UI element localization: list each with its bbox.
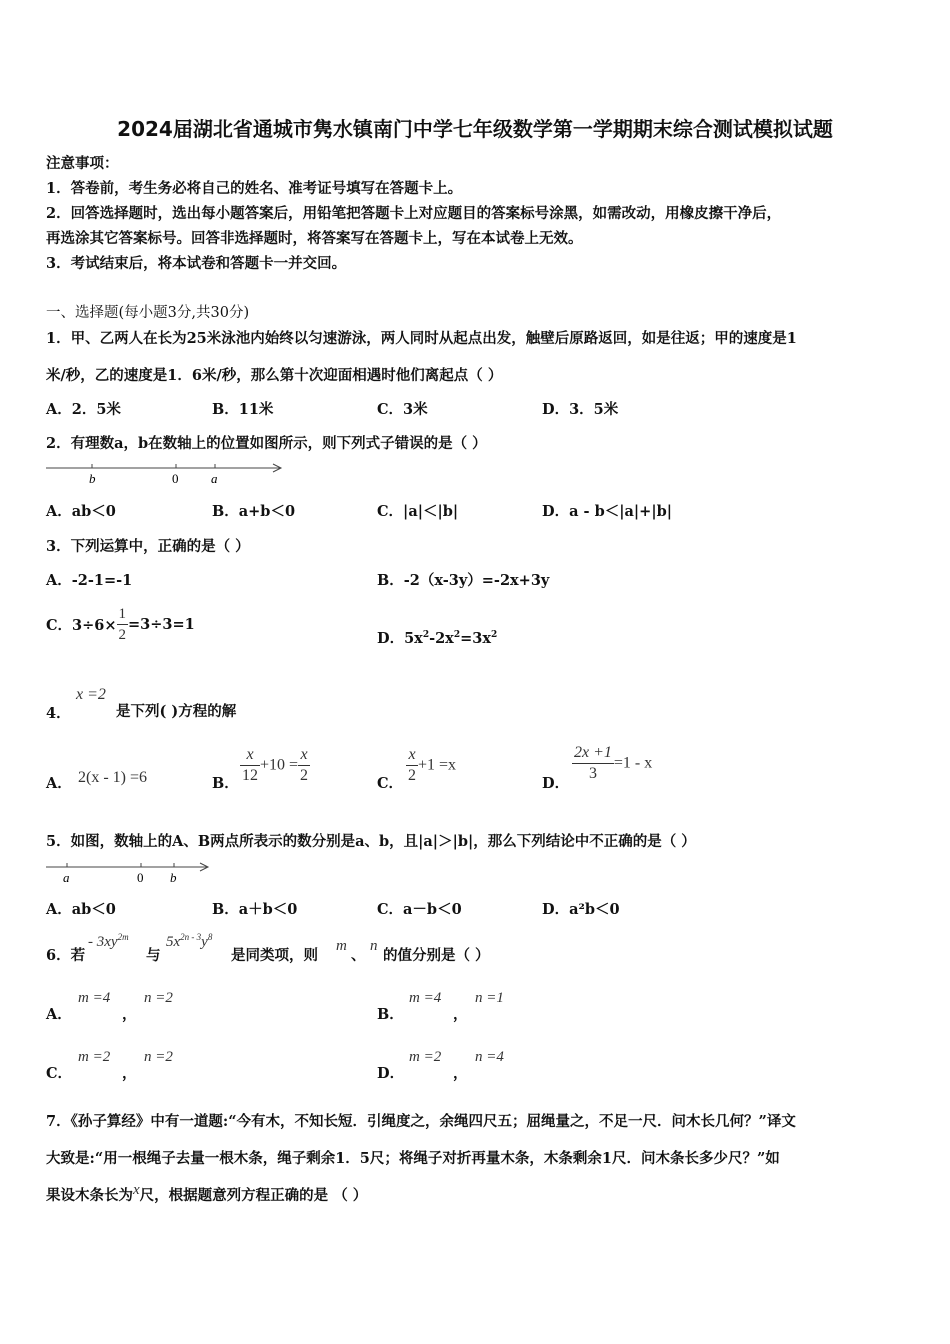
q4-formula: x =2 <box>76 686 106 703</box>
page-title: 2024届湖北省通城市隽水镇南门中学七年级数学第一学期期末综合测试模拟试题 <box>117 117 833 141</box>
q2-option-c: C．|a|＜|b| <box>377 503 459 520</box>
q6-var-n: n <box>370 938 378 954</box>
q1-stem-2: 米/秒，乙的速度是1．6米/秒，那么第十次迎面相遇时他们离起点（ ） <box>46 367 503 384</box>
q7-stem-2: 大致是:“用一根绳子去量一根木条，绳子剩余1．5尺；将绳子对折再量木条，木条剩余1尺．问木条长多少尺？”如 <box>46 1150 780 1167</box>
q4-number: 4． <box>46 705 71 722</box>
q6-option-d-n: n =4 <box>475 1049 504 1065</box>
q1-option-c: C．3米 <box>377 401 428 418</box>
notice-item: 再选涂其它答案标号。回答非选择题时，将答案写在答题卡上，写在本试卷上无效。 <box>46 230 583 247</box>
q1-stem: 1．甲、乙两人在长为25米泳池内始终以匀速游泳，两人同时从起点出发，触壁后原路返回，如是往返；甲的速度是1 <box>46 330 797 347</box>
q2-axis-label-b: b <box>89 471 96 486</box>
q6-option-a-comma: ， <box>122 1006 137 1023</box>
q1-option-b: B．11米 <box>212 401 274 418</box>
q5-option-c: C．a－b＜0 <box>377 901 462 918</box>
q6-number: 6．若 <box>46 947 86 964</box>
q2-axis-label-a: a <box>211 471 218 486</box>
q6-option-c-label: C． <box>46 1065 73 1082</box>
q6-option-b-label: B． <box>377 1006 404 1023</box>
q3-option-d: D．$5x^2-2x^2=3x^2$ <box>377 630 498 647</box>
q5-option-a: A．ab＜0 <box>46 901 116 918</box>
q2-axis-label-zero: 0 <box>172 471 179 486</box>
q1-option-a: A．2．5米 <box>46 401 121 418</box>
q3-option-b: B．-2（x-3y）=-2x+3y <box>377 572 550 589</box>
q4-option-d-label: D． <box>542 775 570 792</box>
q5-option-b: B．a＋b＜0 <box>212 901 298 918</box>
q4-option-c: $\frac{x}{2}$ +1 =x <box>408 746 457 784</box>
q6-stem-tail: 的值分别是（ ） <box>383 947 490 964</box>
q1-option-d: D．3．5米 <box>542 401 619 418</box>
notice-heading: 注意事项： <box>46 155 119 172</box>
q4-option-c-label: C． <box>377 775 404 792</box>
q5-option-d: D．a²b＜0 <box>542 901 620 918</box>
q6-option-b-n: n =1 <box>475 990 504 1006</box>
q6-with: 与 <box>146 947 161 964</box>
q6-option-a-m: m =4 <box>78 990 111 1006</box>
q7-stem-1: 7．《孙子算经》中有一道题:“今有木，不知长短．引绳度之，余绳四尺五；屈绳量之，不足一尺．问木长几何？”译文 <box>46 1113 796 1130</box>
q6-var-m: m <box>336 938 347 954</box>
q6-option-c-n: n =2 <box>144 1049 173 1065</box>
q6-option-d-m: m =2 <box>409 1049 442 1065</box>
q5-axis-label-b: b <box>170 870 177 885</box>
q4-option-a: 2(x - 1) =6 <box>78 769 148 786</box>
q5-axis-label-a: a <box>63 870 70 885</box>
q2-option-b: B．a+b＜0 <box>212 503 296 520</box>
q6-term-1: - $3xy^{2m}$ <box>88 932 129 950</box>
q3-option-c: C．3÷6× $\frac{1}{2}$ =3÷3=1 <box>46 606 195 643</box>
q6-option-b-comma: ， <box>453 1006 468 1023</box>
q6-option-c-m: m =2 <box>78 1049 111 1065</box>
q6-option-c-comma: ， <box>122 1065 137 1082</box>
notice-item: 2．回答选择题时，选出每小题答案后，用铅笔把答题卡上对应题目的答案标号涂黑，如需改动，用橡皮擦干净后， <box>46 205 782 222</box>
q7-stem-3: 果设木条长为x尺，根据题意列方程正确的是 （ ） <box>46 1182 368 1204</box>
q6-option-a-n: n =2 <box>144 990 173 1006</box>
q4-option-a-label: A． <box>46 775 72 792</box>
q6-sep: 、 <box>351 947 366 964</box>
q3-option-a: A．-2-1=-1 <box>46 572 133 589</box>
q6-option-d-label: D． <box>377 1065 405 1082</box>
q5-number-line <box>44 857 219 887</box>
q5-stem: 5．如图，数轴上的A、B两点所表示的数分别是a、b，且|a|＞|b|，那么下列结论中不正确的是（ ） <box>46 833 696 850</box>
notice-item: 1．答卷前，考生务必将自己的姓名、准考证号填写在答题卡上。 <box>46 180 463 197</box>
q2-option-d: D．a - b＜|a|+|b| <box>542 503 673 520</box>
q4-option-b: $\frac{x}{12}$ +10 = $\frac{x}{2}$ <box>242 746 309 784</box>
q2-number-line <box>44 458 289 488</box>
q6-option-a-label: A． <box>46 1006 72 1023</box>
q6-option-b-m: m =4 <box>409 990 442 1006</box>
q6-stem: 是同类项，则 <box>231 947 318 964</box>
q4-option-d: $\frac{2x +1}{3}$ =1 - x <box>574 744 653 782</box>
q6-option-d-comma: ， <box>453 1065 468 1082</box>
q5-axis-label-zero: 0 <box>137 870 144 885</box>
notice-item: 3．考试结束后，将本试卷和答题卡一并交回。 <box>46 255 347 272</box>
q4-option-b-label: B． <box>212 775 239 792</box>
q2-stem: 2．有理数a，b在数轴上的位置如图所示，则下列式子错误的是（ ） <box>46 435 487 452</box>
q6-term-2: $5x^{2n - 3}y^8$ <box>166 932 213 950</box>
section-heading: 一、选择题(每小题3分,共30分) <box>46 305 250 321</box>
q3-stem: 3．下列运算中，正确的是（ ） <box>46 538 250 555</box>
q4-stem: 是下列( )方程的解 <box>116 703 237 720</box>
q2-option-a: A．ab＜0 <box>46 503 116 520</box>
